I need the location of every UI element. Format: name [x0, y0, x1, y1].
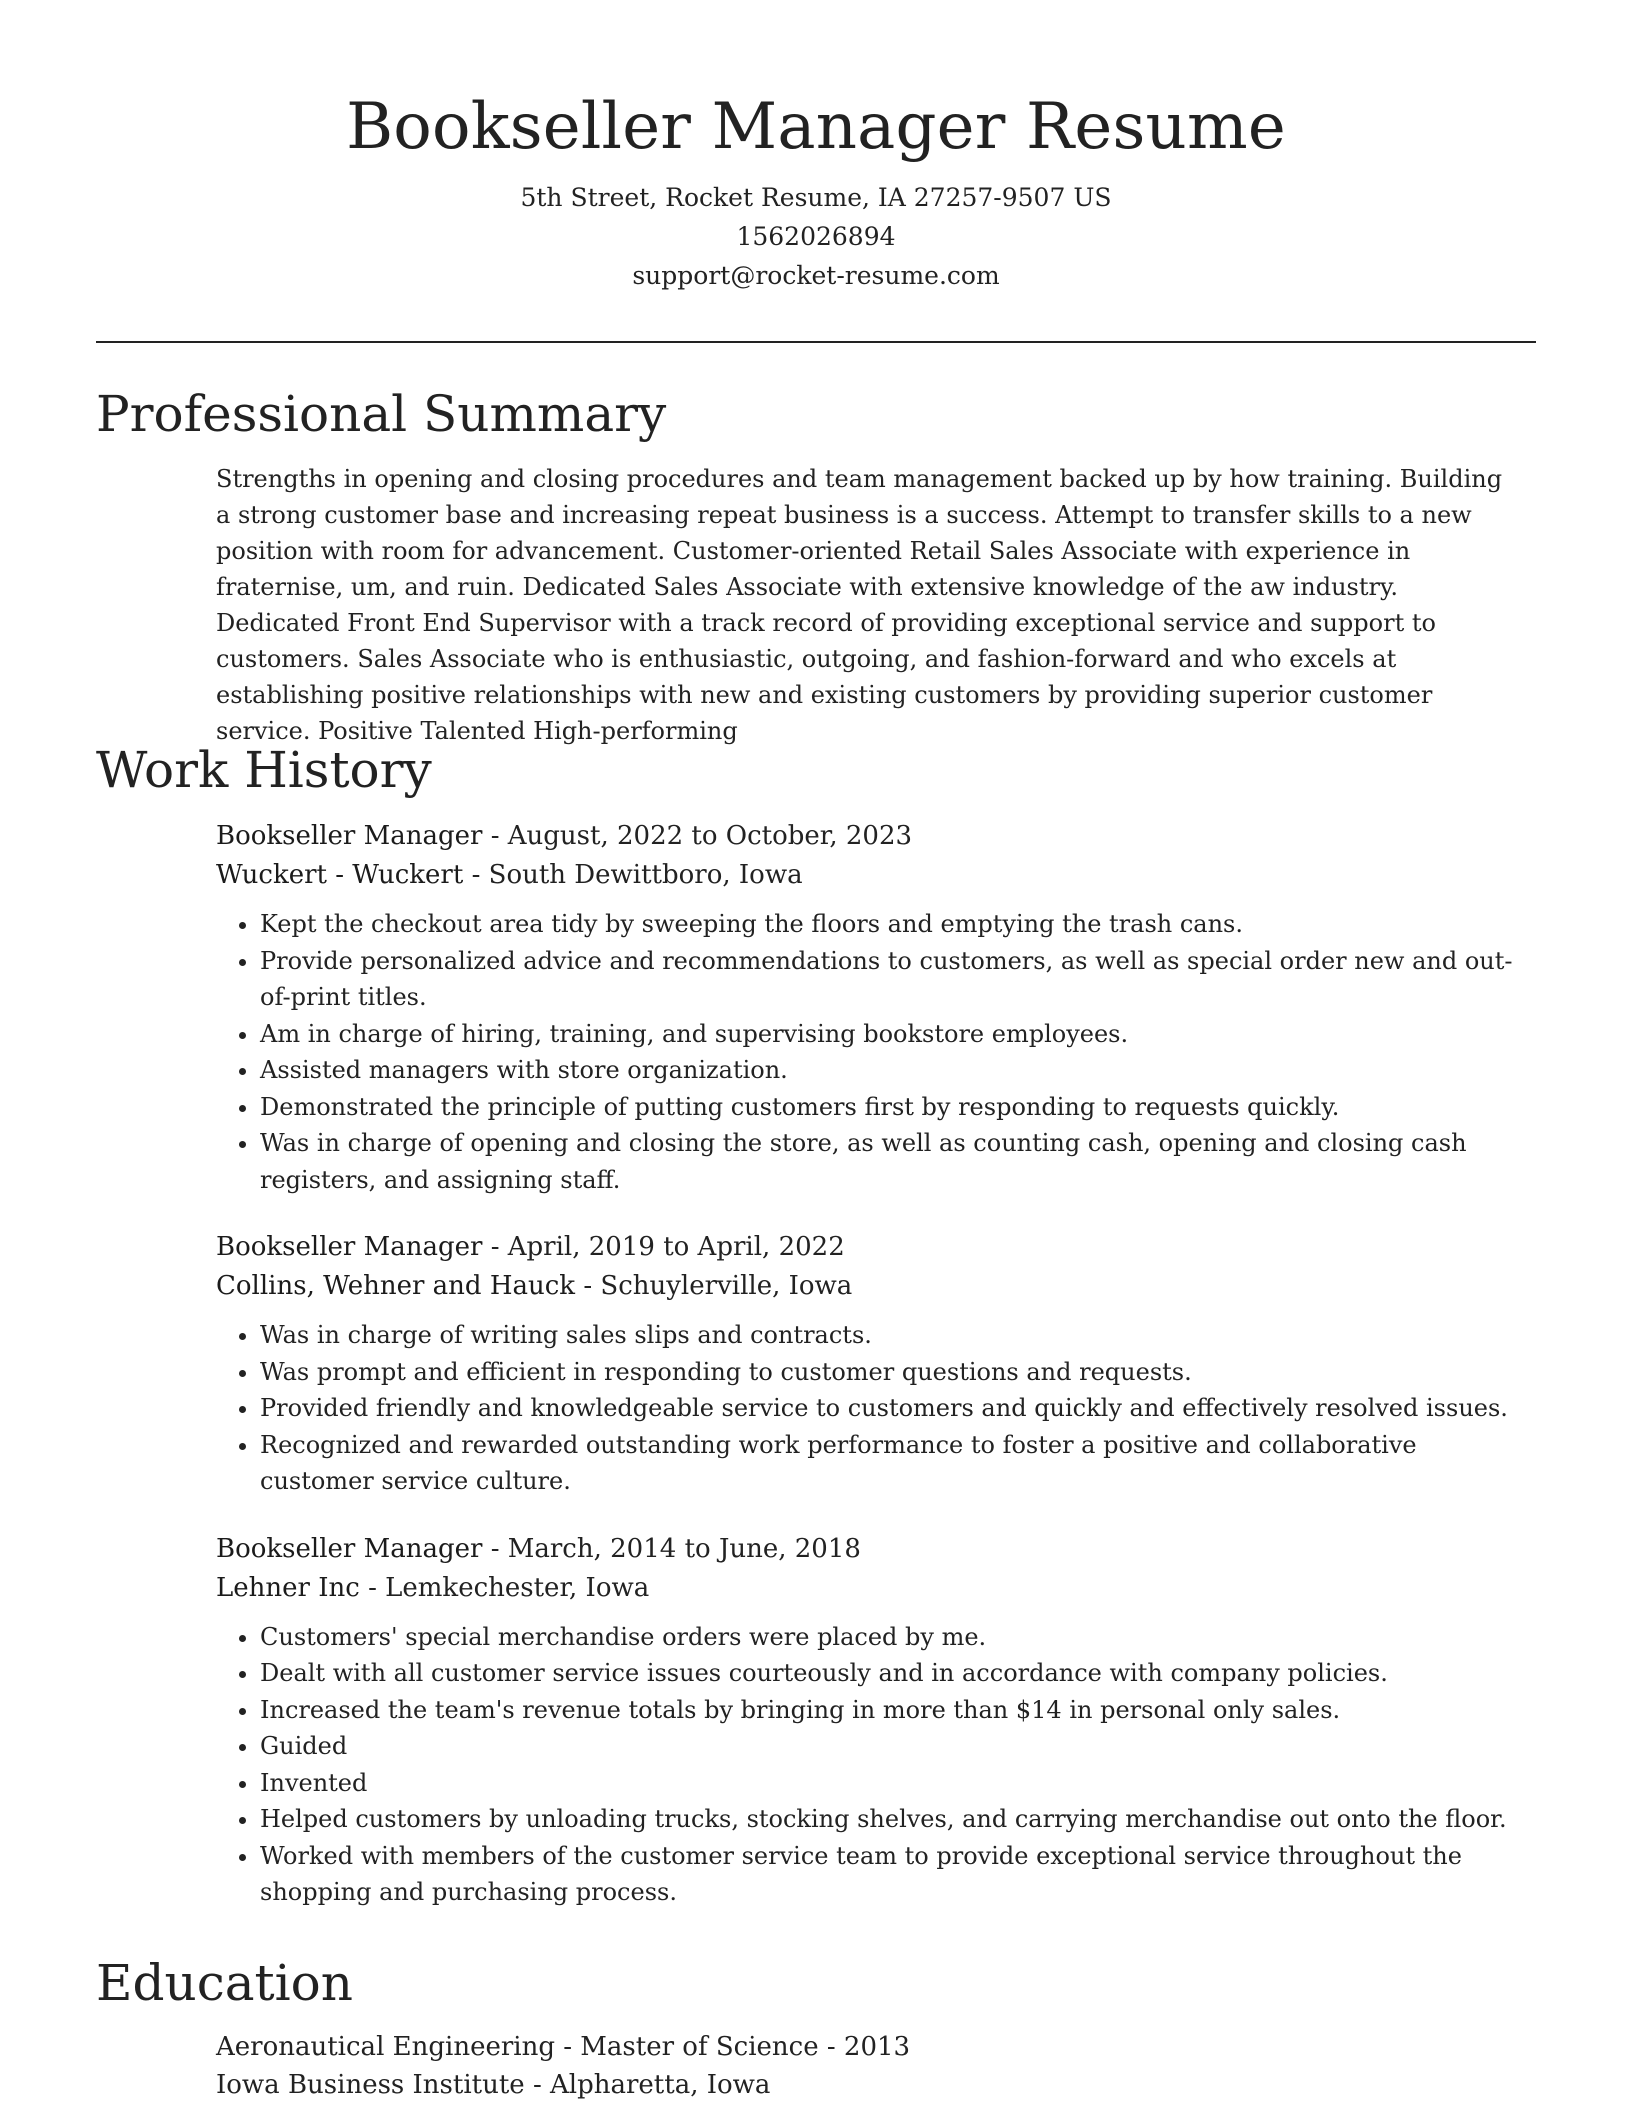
job-dates: - April, 2019 to April, 2022 — [482, 1232, 845, 1262]
job-duty: • Increased the team's revenue totals by bringing in more than $14 in personal only sales. — [260, 1692, 1521, 1729]
contact-phone: 1562026894 — [736, 222, 896, 251]
job-duty: • Kept the checkout area tidy by sweeping the floors and emptying the trash cans. — [260, 906, 1521, 943]
job-company-line — [216, 856, 1521, 895]
job-duty: • Guided — [260, 1728, 1521, 1765]
work-history-section — [216, 817, 1521, 1941]
education-degree: Aeronautical Engineering - Master of Science — [216, 2032, 819, 2062]
job-duty: • Assisted managers with store organization. — [260, 1052, 1521, 1089]
job-dates: - March, 2014 to June, 2018 — [482, 1533, 861, 1564]
education-school: Iowa Business Institute — [216, 2070, 525, 2100]
job-company: Wuckert - Wuckert — [216, 860, 464, 890]
job-location: - South Dewittboro, Iowa — [463, 860, 803, 890]
job-duty: • Was in charge of opening and closing the store, as well as counting cash, opening and closing cash registers, and assigning staff. — [260, 1125, 1521, 1198]
job-duty: • Provided friendly and knowledgeable service to customers and quickly and effectively resolved issues. — [260, 1390, 1521, 1427]
job-duty: • Was in charge of writing sales slips and contracts. — [260, 1317, 1521, 1354]
education-degree-line — [216, 2028, 1521, 2066]
job-duty: • Helped customers by unloading trucks, stocking shelves, and carrying merchandise out onto the floor. — [260, 1801, 1521, 1838]
summary-text: Strengths in opening and closing procedures and team management backed up by how training. Building a strong customer base and increasing repeat business is a success. Attempt to transfer skills to a new position with room for advancement. Customer-oriented Retail Sales Associate with experience in fraternise, um, and ruin. Dedicated Sales Associate with extensive knowledge of the aw industry. Dedicated Front End Supervisor with a track record of providing exceptional service and support to customers. Sales Associate who is enthusiastic, outgoing, and fashion-forward and who excels at establishing positive relationships with new and existing customers by providing superior customer service. Positive Talented High-performing — [216, 465, 1503, 745]
job-entry — [216, 817, 1521, 1198]
job-duty: • Provide personalized advice and recommendations to customers, as well as special order new and out-of-print titles. — [260, 943, 1521, 1016]
job-duty: • Am in charge of hiring, training, and supervising bookstore employees. — [260, 1016, 1521, 1053]
job-title-line — [216, 1228, 1521, 1267]
resume-title: Bookseller Manager Resume — [346, 90, 1286, 164]
education-section — [216, 2028, 1521, 2104]
resume-header — [0, 0, 1632, 295]
job-company: Lehner Inc — [216, 1572, 360, 1603]
job-company-line — [216, 1569, 1521, 1608]
job-title-line — [216, 817, 1521, 856]
job-entry — [216, 1228, 1521, 1500]
job-duty: • Was prompt and efficient in responding to customer questions and requests. — [260, 1354, 1521, 1391]
education-year: - 2013 — [818, 2032, 911, 2062]
job-location: - Lemkechester, Iowa — [359, 1572, 650, 1603]
job-duty: • Recognized and rewarded outstanding work performance to foster a positive and collaborative customer service culture. — [260, 1427, 1521, 1500]
job-entry — [216, 1530, 1521, 1911]
job-title: Bookseller Manager — [216, 1232, 483, 1262]
contact-block — [0, 178, 1632, 295]
contact-address: 5th Street, Rocket Resume, IA 27257-9507 US — [520, 183, 1112, 212]
contact-email: support@rocket-resume.com — [632, 261, 1000, 290]
summary-section — [216, 461, 1521, 749]
job-duty: • Demonstrated the principle of putting customers first by responding to requests quickly. — [260, 1089, 1521, 1126]
work-history-heading: Work History — [96, 741, 432, 799]
job-duty: • Invented — [260, 1765, 1521, 1802]
job-title-line — [216, 1530, 1521, 1569]
job-title: Bookseller Manager — [216, 821, 483, 851]
header-divider — [96, 341, 1536, 343]
job-company: Collins, Wehner and Hauck — [216, 1271, 576, 1301]
job-duty: • Customers' special merchandise orders were placed by me. — [260, 1619, 1521, 1656]
job-duty: • Worked with members of the customer service team to provide exceptional service throughout the shopping and purchasing process. — [260, 1838, 1521, 1911]
education-school-line — [216, 2066, 1521, 2104]
education-heading: Education — [96, 1954, 353, 2012]
job-location: - Schuylerville, Iowa — [575, 1271, 853, 1301]
job-duties-list — [216, 1619, 1521, 1911]
job-duties-list — [216, 1317, 1521, 1500]
job-title: Bookseller Manager — [216, 1533, 483, 1564]
education-location: - Alpharetta, Iowa — [524, 2070, 771, 2100]
job-company-line — [216, 1267, 1521, 1306]
job-duty: • Dealt with all customer service issues courteously and in accordance with company policies. — [260, 1655, 1521, 1692]
job-duties-list — [216, 906, 1521, 1198]
summary-heading: Professional Summary — [96, 385, 667, 443]
job-dates: - August, 2022 to October, 2023 — [482, 821, 913, 851]
